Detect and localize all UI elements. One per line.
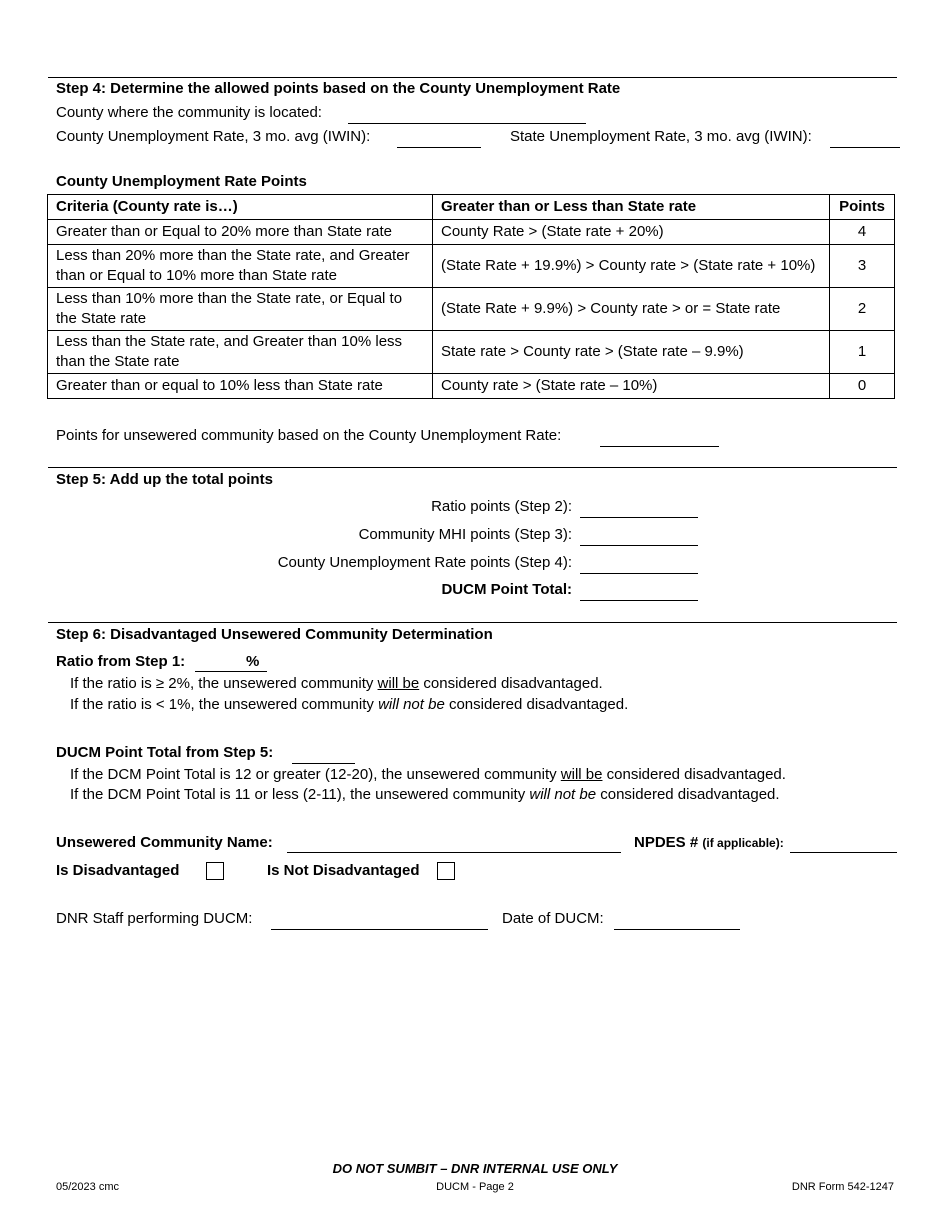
criteria-header: Criteria (County rate is…) — [48, 195, 433, 220]
is-disadvantaged-label: Is Disadvantaged — [56, 862, 180, 879]
mhi-points-field[interactable] — [580, 545, 698, 546]
table-header-row — [48, 195, 895, 220]
ratio-rule-2-pre: If the ratio is < 1%, the unsewered community — [70, 696, 379, 713]
ratio-rule-1 — [70, 675, 603, 692]
npdes-label-text: NPDES # — [634, 834, 699, 851]
internal-use-notice: DO NOT SUMBIT – DNR INTERNAL USE ONLY — [332, 1161, 618, 1176]
comparison-header: Greater than or Less than State rate — [433, 195, 830, 220]
unemployment-points-table — [47, 194, 895, 399]
unemployment-step4-field[interactable] — [580, 573, 698, 574]
community-name-label: Unsewered Community Name: — [56, 834, 273, 851]
ducm-rule-1-emphasis: will be — [560, 766, 603, 783]
points-cell: 0 — [830, 374, 895, 399]
criteria-cell: Less than 20% more than the State rate, and Greater than or Equal to 10% more than State rate — [48, 245, 433, 288]
footer-form-number: DNR Form 542-1247 — [791, 1181, 894, 1193]
ratio-rule-2-post: considered disadvantaged. — [444, 696, 629, 713]
criteria-cell: Greater than or Equal to 20% more than State rate — [48, 220, 433, 245]
ratio-step1-label: Ratio from Step 1: — [56, 653, 186, 670]
state-rate-label: State Unemployment Rate, 3 mo. avg (IWIN): — [510, 128, 812, 145]
ratio-rule-1-post: considered disadvantaged. — [419, 675, 603, 692]
comparison-cell: (State Rate + 19.9%) > County rate > (State rate + 10%) — [433, 245, 830, 288]
is-disadvantaged-checkbox[interactable] — [206, 862, 224, 880]
ducm-step5-label: DUCM Point Total from Step 5: — [56, 744, 274, 761]
points-header: Points — [830, 195, 895, 220]
table-row — [48, 331, 895, 374]
table-row — [48, 245, 895, 288]
table-row — [48, 220, 895, 245]
points-cell: 4 — [830, 220, 895, 245]
comparison-cell: State rate > County rate > (State rate – 9.9%) — [433, 331, 830, 374]
ducm-rule-2-post: considered disadvantaged. — [596, 786, 780, 803]
points-cell: 3 — [830, 245, 895, 288]
ducm-rule-2-emphasis: will not be — [529, 786, 597, 803]
ducm-rule-1-post: considered disadvantaged. — [602, 766, 786, 783]
ratio-rule-1-emphasis: will be — [377, 675, 420, 692]
step5-divider — [48, 467, 897, 468]
is-not-disadvantaged-label: Is Not Disadvantaged — [267, 862, 420, 879]
ducm-rule-1-pre: If the DCM Point Total is 12 or greater (12-20), the unsewered community — [70, 766, 561, 783]
ducm-rule-2 — [70, 786, 780, 803]
ducm-total-field[interactable] — [580, 600, 698, 601]
dnr-staff-label: DNR Staff performing DUCM: — [56, 910, 253, 927]
ducm-total-label: DUCM Point Total: — [441, 581, 572, 598]
percent-sign: % — [246, 653, 260, 670]
step5-heading: Step 5: Add up the total points — [56, 471, 273, 488]
ducm-rule-1 — [70, 766, 786, 783]
ducm-date-field[interactable] — [614, 929, 740, 930]
unemployment-points-field[interactable] — [600, 446, 719, 447]
comparison-cell: (State Rate + 9.9%) > County rate > or = State rate — [433, 288, 830, 331]
dnr-staff-field[interactable] — [271, 929, 488, 930]
ratio-points-field[interactable] — [580, 517, 698, 518]
criteria-cell: Less than the State rate, and Greater than 10% less than the State rate — [48, 331, 433, 374]
community-name-field[interactable] — [287, 852, 621, 853]
unemployment-step4-label: County Unemployment Rate points (Step 4): — [277, 554, 572, 571]
npdes-label — [634, 834, 784, 851]
criteria-cell: Less than 10% more than the State rate, or Equal to the State rate — [48, 288, 433, 331]
county-rate-field[interactable] — [397, 147, 481, 148]
unemployment-points-label: Points for unsewered community based on the County Unemployment Rate: — [56, 427, 562, 444]
step6-divider — [48, 622, 897, 623]
ducm-step5-field[interactable] — [292, 763, 355, 764]
footer-date-code: 05/2023 cmc — [56, 1181, 119, 1193]
step6-heading: Step 6: Disadvantaged Unsewered Community Determination — [56, 626, 493, 643]
comparison-cell: County Rate > (State rate + 20%) — [433, 220, 830, 245]
step4-divider — [48, 77, 897, 78]
npdes-note: (if applicable): — [702, 836, 784, 850]
comparison-cell: County rate > (State rate – 10%) — [433, 374, 830, 399]
county-location-label: County where the community is located: — [56, 104, 322, 121]
ratio-step1-field[interactable] — [195, 671, 267, 672]
ratio-rule-2-emphasis: will not be — [378, 696, 445, 713]
mhi-points-label: Community MHI points (Step 3): — [358, 526, 572, 543]
table-row — [48, 374, 895, 399]
footer-page-number: DUCM - Page 2 — [436, 1181, 514, 1193]
county-rate-label: County Unemployment Rate, 3 mo. avg (IWIN): — [56, 128, 371, 145]
points-cell: 1 — [830, 331, 895, 374]
state-rate-field[interactable] — [830, 147, 900, 148]
points-cell: 2 — [830, 288, 895, 331]
is-not-disadvantaged-checkbox[interactable] — [437, 862, 455, 880]
ratio-rule-1-pre: If the ratio is ≥ 2%, the unsewered community — [70, 675, 378, 692]
ratio-rule-2 — [70, 696, 628, 713]
ducm-rule-2-pre: If the DCM Point Total is 11 or less (2-11), the unsewered community — [70, 786, 530, 803]
step4-heading: Step 4: Determine the allowed points based on the County Unemployment Rate — [56, 80, 621, 97]
ducm-date-label: Date of DUCM: — [502, 910, 604, 927]
table-row — [48, 288, 895, 331]
county-location-field[interactable] — [348, 123, 586, 124]
criteria-cell: Greater than or equal to 10% less than State rate — [48, 374, 433, 399]
points-table-title: County Unemployment Rate Points — [56, 173, 307, 190]
ratio-points-label: Ratio points (Step 2): — [431, 498, 572, 515]
npdes-field[interactable] — [790, 852, 897, 853]
